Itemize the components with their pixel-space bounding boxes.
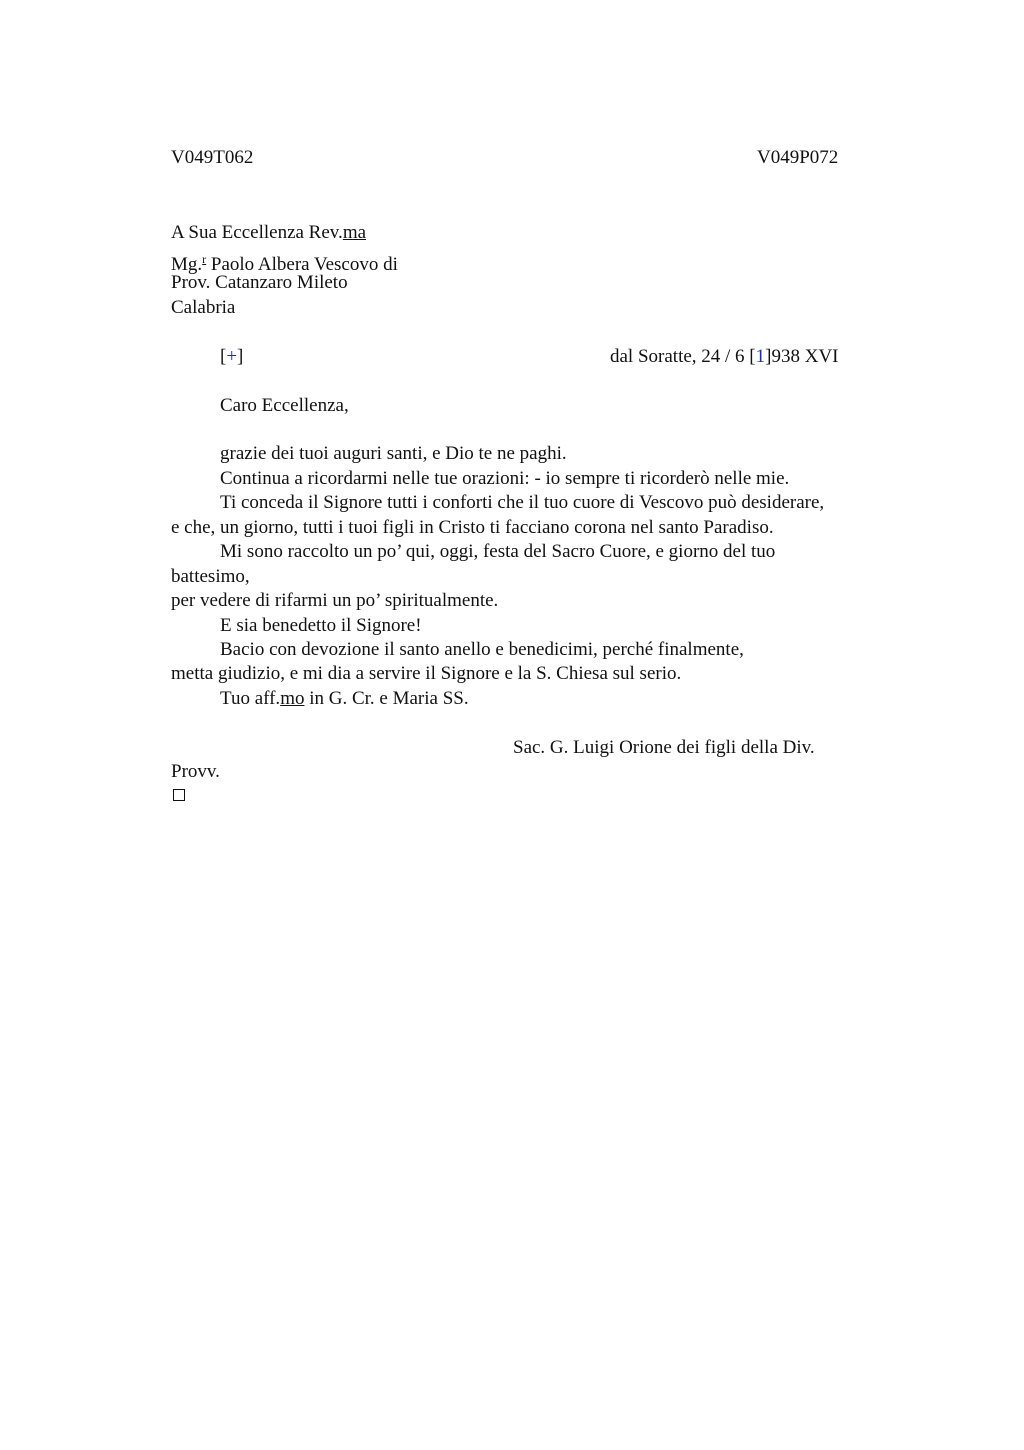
address-title: A Sua Eccellenza Rev. [171, 222, 343, 243]
signature-line-2: Provv. [171, 761, 220, 782]
body-line-4: e che, un giorno, tutti i tuoi figli in Cristo ti facciano corona nel santo Paradiso. [171, 517, 774, 538]
document-code-right: V049P072 [757, 147, 839, 168]
salutation: Caro Eccellenza, [220, 395, 349, 416]
place-date: dal Soratte, 24 / 6 [1]938 XVI [610, 346, 839, 367]
body-line-10: metta giudizio, e mi dia a servire il Signore e la S. Chiesa sul serio. [171, 663, 682, 684]
body-line-5: Mi sono raccolto un po’ qui, oggi, festa del Sacro Cuore, e giorno del tuo [220, 541, 776, 562]
year-insert: 1 [755, 346, 766, 367]
address-mgr: Mg. [171, 254, 203, 275]
body-line-8: E sia benedetto il Signore! [220, 615, 422, 636]
body-line-3: Ti conceda il Signore tutti i conforti che il tuo cuore di Vescovo può desiderare, [220, 492, 825, 513]
address-line-3: Prov. Catanzaro Mileto [171, 272, 348, 293]
address-mgr-superscript: r [202, 252, 207, 266]
body-line-1: grazie dei tuoi auguri santi, e Dio te ne paghi. [220, 443, 567, 464]
body-line-7: per vedere di rifarmi un po’ spiritualmente. [171, 590, 499, 611]
body-line-11: Tuo aff.mo in G. Cr. e Maria SS. [220, 688, 469, 709]
body-line-9: Bacio con devozione il santo anello e benedicimi, perché finalmente, [220, 639, 744, 660]
address-name: Paolo Albera Vescovo di [206, 254, 398, 275]
address-line-4: Calabria [171, 297, 236, 318]
closing-abbrev: mo [280, 688, 305, 709]
signature-line-1: Sac. G. Luigi Orione dei figli della Div. [513, 737, 815, 758]
body-line-2: Continua a ricordarmi nelle tue orazioni: - io sempre ti ricorderò nelle mie. [220, 468, 790, 489]
empty-square-icon [173, 789, 185, 801]
cross-mark: [+] [220, 346, 244, 367]
body-line-6: battesimo, [171, 566, 250, 587]
document-code-left: V049T062 [171, 147, 254, 168]
address-abbrev: ma [342, 222, 367, 243]
address-line-1 [171, 221, 366, 245]
cross-symbol: + [226, 346, 238, 367]
